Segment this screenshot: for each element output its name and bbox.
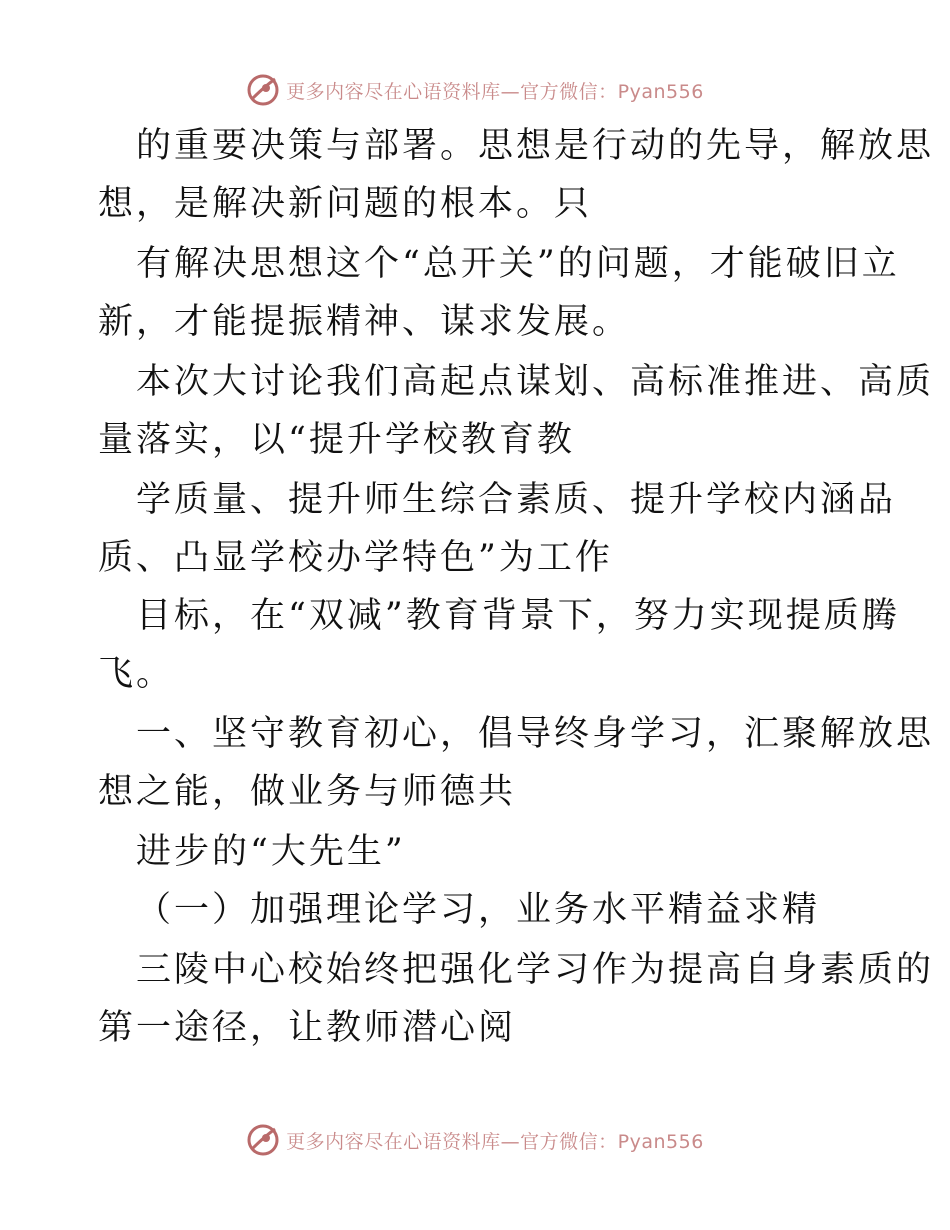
doc-line: 第一途径，让教师潜心阅	[98, 1008, 517, 1048]
doc-line: 一、坚守教育初心，倡导终身学习，汇聚解放思	[136, 714, 935, 754]
doc-line: 的重要决策与部署。思想是行动的先导，解放思	[136, 126, 935, 166]
doc-line: （一）加强理论学习，业务水平精益求精	[136, 890, 821, 930]
doc-line: 本次大讨论我们高起点谋划、高标准推进、高质	[136, 362, 935, 402]
brush-seal-icon	[246, 73, 280, 107]
doc-line: 学质量、提升师生综合素质、提升学校内涵品	[136, 480, 897, 520]
brush-seal-icon	[246, 1123, 280, 1157]
doc-line: 质、凸显学校办学特色”为工作	[98, 538, 613, 578]
footer-watermark	[0, 1120, 950, 1160]
doc-line: 有解决思想这个“总开关”的问题，才能破旧立	[136, 244, 900, 284]
doc-line: 想，是解决新问题的根本。只	[98, 184, 593, 224]
watermark-text: 更多内容尽在心语资料库—官方微信：Pyan556	[286, 80, 704, 103]
doc-line: 目标，在“双减”教育背景下，努力实现提质腾	[136, 596, 900, 636]
header-watermark	[0, 70, 950, 110]
doc-line: 量落实，以“提升学校教育教	[98, 420, 575, 460]
doc-line: 想之能，做业务与师德共	[98, 772, 517, 812]
doc-line: 新，才能提振精神、谋求发展。	[98, 302, 631, 342]
doc-line: 三陵中心校始终把强化学习作为提高自身素质的	[136, 950, 935, 990]
doc-line: 飞。	[98, 654, 175, 694]
watermark-text: 更多内容尽在心语资料库—官方微信：Pyan556	[286, 1130, 704, 1153]
doc-line: 进步的“大先生”	[136, 832, 406, 872]
